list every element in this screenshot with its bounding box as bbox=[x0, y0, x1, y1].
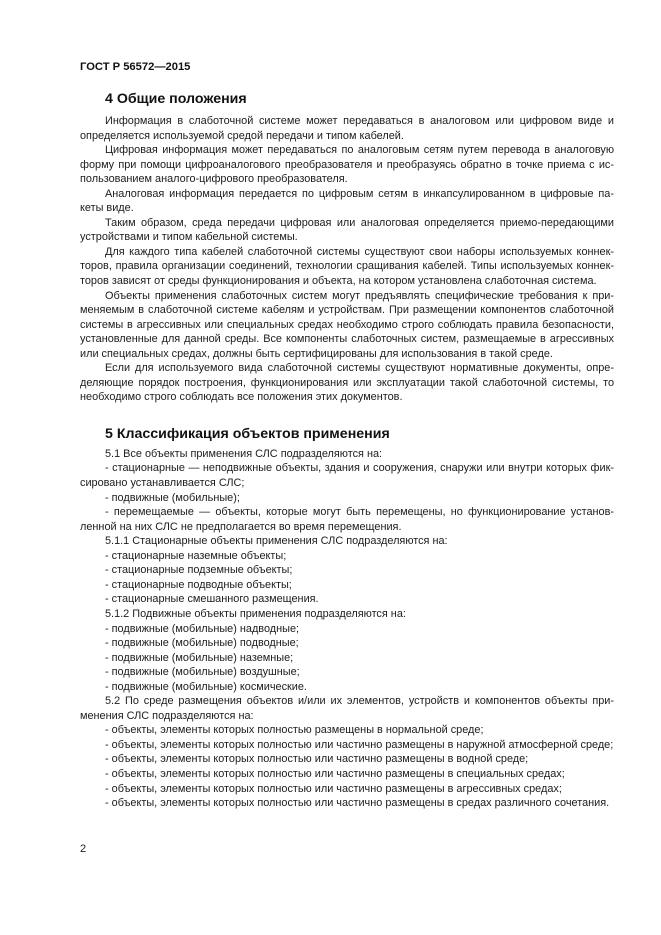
paragraph: Информация в слаботочной системе может передаваться в аналоговом или цифровом виде и определяется используемой средой передачи и типом кабелей. bbox=[80, 115, 614, 142]
paragraph: Объекты применения слаботочных систем могут предъявлять специфические требования к применяемым в слаботочной системе кабелям и устройствам. При размещении компонентов слаботочной системы в агрессивных или специальных средах необходимо строго соблюдать правила безопасности, установленные для данной среды. Все компоненты слаботочных систем, размещаемые в агрессивных или специальных средах, должны быть сертифицированы для использования в такой среде. bbox=[80, 289, 614, 360]
list-item: - стационарные смешанного размещения. bbox=[105, 593, 319, 606]
page-number: 2 bbox=[80, 843, 87, 855]
paragraph: Для каждого типа кабелей слаботочной системы существуют свои наборы используемых коннекторов, правила организации соединений, технологии сращивания кабелей. Типы используемых коннекторов зависят от среды функционирования и объекта, на котором установлена слаботочная система. bbox=[80, 245, 614, 288]
clause-5-2-intro: 5.2 По среде размещения объектов и/или их элементов, устройств и компонентов объекты применения СЛС подразделяются на: bbox=[80, 695, 614, 722]
list-item: - подвижные (мобильные) наземные; bbox=[105, 651, 294, 664]
list-item: - объекты, элементы которых полностью или частично размещены в средах различного сочетания. bbox=[105, 797, 610, 810]
list-item: - стационарные подводные объекты; bbox=[105, 578, 292, 591]
list-item: - подвижные (мобильные) подводные; bbox=[105, 637, 299, 650]
paragraph: Цифровая информация может передаваться по аналоговым сетям путем перевода в аналоговую форму при помощи цифроаналогового преобразователя и преобразуясь обратно в точке приема с использованием аналого-цифрового преобразователя. bbox=[80, 144, 614, 186]
clause-5-1-1-intro: 5.1.1 Стационарные объекты применения СЛС подразделяются на: bbox=[105, 535, 448, 548]
list-item: - подвижные (мобильные); bbox=[105, 491, 240, 504]
paragraph: Таким образом, среда передачи цифровая или аналоговая определяется приемо-передающими устройствами и типом кабельной системы. bbox=[80, 216, 614, 244]
list-item: - перемещаемые — объекты, которые могут быть перемещены, но функционирование установленной на них СЛС не предполагается во время перемещения. bbox=[80, 506, 614, 533]
list-item: - стационарные — неподвижные объекты, здания и сооружения, снаружи или внутри которых фиксировано устанавливается СЛС; bbox=[80, 462, 614, 490]
paragraph: Аналоговая информация передается по цифровым сетям в инкапсулированном в цифровые пакеты виде. bbox=[80, 187, 614, 215]
page-content bbox=[80, 90, 614, 811]
section-heading-4: 4 Общие положения bbox=[105, 91, 247, 107]
list-item: - объекты, элементы которых полностью размещены в нормальной среде; bbox=[105, 724, 484, 737]
running-header: ГОСТ Р 56572—2015 bbox=[80, 61, 191, 73]
list-item: - объекты, элементы которых полностью или частично размещены в специальных средах; bbox=[105, 767, 565, 780]
section-heading-5: 5 Классификация объектов применения bbox=[105, 425, 390, 442]
list-item: - стационарные наземные объекты; bbox=[105, 549, 287, 562]
list-item: - объекты, элементы которых полностью или частично размещены в агрессивных средах; bbox=[105, 782, 562, 795]
list-item: - подвижные (мобильные) космические. bbox=[105, 680, 307, 693]
list-item: - подвижные (мобильные) надводные; bbox=[105, 622, 300, 635]
list-item: - подвижные (мобильные) воздушные; bbox=[105, 666, 300, 679]
list-item: - объекты, элементы которых полностью или частично размещены в наружной атмосферной среде; bbox=[105, 738, 614, 751]
list-item: - объекты, элементы которых полностью или частично размещены в водной среде; bbox=[105, 753, 529, 766]
clause-5-1-intro: 5.1 Все объекты применения СЛС подразделяются на: bbox=[105, 447, 383, 460]
list-item: - стационарные подземные объекты; bbox=[105, 564, 293, 577]
paragraph: Если для используемого вида слаботочной системы существуют нормативные документы, определяющие порядок построения, функционирования или эксплуатации такой слаботочной системы, то необходимо строго соблюдать все положения этих документов. bbox=[80, 362, 614, 404]
clause-5-1-2-intro: 5.1.2 Подвижные объекты применения подразделяются на: bbox=[105, 607, 406, 620]
